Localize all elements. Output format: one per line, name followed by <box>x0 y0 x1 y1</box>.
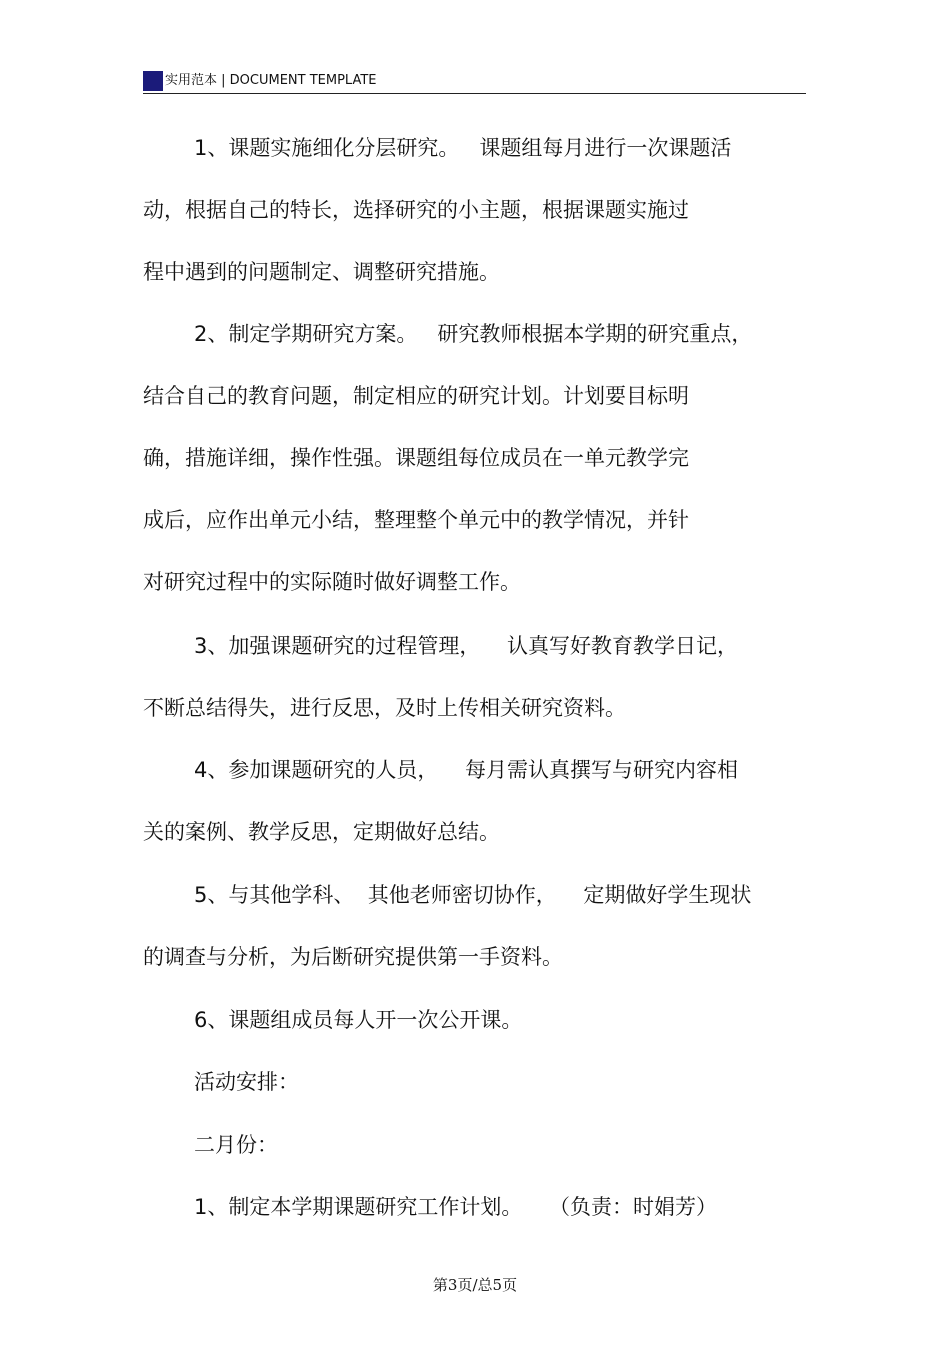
activity-item-1: 1、制定本学期课题研究工作计划。 （负责：时娟芳） <box>194 1195 718 1219</box>
page-indicator: 第3页/总5页 <box>432 1276 518 1294</box>
document-header <box>143 70 806 94</box>
paragraph-4-line-2: 关的案例、教学反思，定期做好总结。 <box>143 820 500 844</box>
header-divider <box>143 93 806 94</box>
paragraph-2-line-4: 成后，应作出单元小结，整理整个单元中的教学情况，并针 <box>143 508 689 532</box>
paragraph-4-line-1: 4、参加课题研究的人员， 每月需认真撰写与研究内容相 <box>194 758 739 782</box>
paragraph-2-line-2: 结合自己的教育问题，制定相应的研究计划。计划要目标明 <box>143 384 689 408</box>
paragraph-1-line-3: 程中遇到的问题制定、调整研究措施。 <box>143 260 500 284</box>
paragraph-5-line-1: 5、与其他学科、 其他老师密切协作， 定期做好学生现状 <box>194 883 752 907</box>
activity-heading: 活动安排： <box>194 1070 299 1094</box>
paragraph-5-line-2: 的调查与分析，为后断研究提供第一手资料。 <box>143 945 563 969</box>
header-title: 实用范本 | DOCUMENT TEMPLATE <box>165 73 377 88</box>
paragraph-2-line-1: 2、制定学期研究方案。 研究教师根据本学期的研究重点， <box>194 322 753 346</box>
paragraph-1-line-2: 动，根据自己的特长，选择研究的小主题，根据课题实施过 <box>143 198 689 222</box>
paragraph-2-line-3: 确，措施详细，操作性强。课题组每位成员在一单元教学完 <box>143 446 689 470</box>
paragraph-1-line-1: 1、课题实施细化分层研究。 课题组每月进行一次课题活 <box>194 136 732 160</box>
paragraph-2-line-5: 对研究过程中的实际随时做好调整工作。 <box>143 570 521 594</box>
paragraph-6-line-1: 6、课题组成员每人开一次公开课。 <box>194 1008 523 1032</box>
month-heading: 二月份： <box>194 1133 278 1157</box>
paragraph-3-line-1: 3、加强课题研究的过程管理， 认真写好教育教学日记， <box>194 634 739 658</box>
header-logo-square <box>143 71 163 91</box>
paragraph-3-line-2: 不断总结得失，进行反思，及时上传相关研究资料。 <box>143 696 626 720</box>
